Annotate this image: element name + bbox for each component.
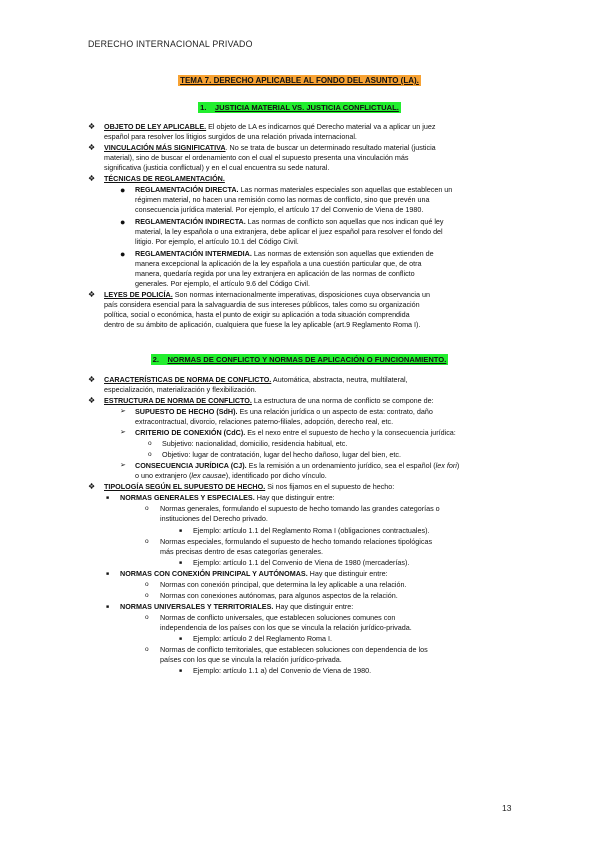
universales-example: Ejemplo: artículo 2 del Reglamento Roma I.	[193, 634, 333, 643]
filled-square-icon: ■	[179, 636, 183, 642]
arrowhead-bullet-icon: ➢	[120, 462, 126, 469]
filled-square-icon: ■	[179, 528, 183, 534]
indirecta-line-3: litigio. Por ejemplo, el artículo 10.1 del Código Civil.	[135, 237, 299, 246]
filled-dot-icon: ●	[120, 249, 126, 259]
section-1-heading	[0, 97, 599, 115]
tecnicas-heading: TÉCNICAS DE REGLAMENTACIÓN.	[104, 174, 225, 183]
intermedia-line-2: manera excepcional la aplicación de la ley española a una cuestión particular que, de otra	[135, 259, 422, 268]
consecuencia-line-2: o uno extranjero (lex causae), identificado por dicho vínculo.	[135, 471, 327, 480]
objeto-line-1: OBJETO DE LEY APLICABLE. El objeto de LA es indicarnos qué Derecho material va a aplicar un juez	[104, 122, 436, 131]
section-1-highlight	[198, 102, 401, 113]
universales-heading: NORMAS UNIVERSALES Y TERRITORIALES. Hay que distinguir entre:	[120, 602, 354, 611]
hollow-circle-icon: o	[145, 592, 149, 599]
estructura-line-1: ESTRUCTURA DE NORMA DE CONFLICTO. La estructura de una norma de conflicto se compone de:	[104, 396, 434, 405]
diamond-bullet-icon: ❖	[88, 396, 96, 405]
policia-line-1: LEYES DE POLICÍA. Son normas internacionalmente imperativas, disposiciones cuya observancia un	[104, 290, 430, 299]
diamond-bullet-icon: ❖	[88, 375, 96, 384]
universales-line-1: Normas de conflicto universales, que establecen soluciones comunes con	[160, 613, 396, 622]
territoriales-line-1: Normas de conflicto territoriales, que establecen soluciones con dependencia de los	[160, 645, 428, 654]
hollow-circle-icon: o	[145, 614, 149, 621]
caracteristicas-line-2: especialización, materialización y flexibilización.	[104, 385, 257, 394]
topic-title-wrap	[0, 70, 599, 88]
section-2-label: NORMAS DE CONFLICTO Y NORMAS DE APLICACIÓN O FUNCIONAMIENTO.	[167, 355, 447, 364]
indirecta-line-2: material, la ley española o una extranjera, debe aplicar el juez español para resolver el fondo del	[135, 227, 443, 236]
criterio-line-1: CRITERIO DE CONEXIÓN (CdC). Es el nexo entre el supuesto de hecho y la consecuencia jurídica:	[135, 428, 456, 437]
arrowhead-bullet-icon: ➢	[120, 408, 126, 415]
hollow-circle-icon: o	[145, 505, 149, 512]
hollow-circle-icon: o	[145, 581, 149, 588]
supuesto-line-1: SUPUESTO DE HECHO (SdH). Es una relación jurídica o un aspecto de esta: contrato, daño	[135, 407, 433, 416]
hollow-circle-icon: o	[148, 451, 152, 458]
conexion-autonomas: Normas con conexiones autónomas, para algunos aspectos de la relación.	[160, 591, 398, 600]
filled-square-icon: ■	[106, 571, 110, 577]
intermedia-line-3: manera, quedaría regida por una ley extranjera en aplicación de las normas de conflicto	[135, 269, 415, 278]
policia-line-4: dentro de su ámbito de aplicación, cualquiera que fuese la ley aplicable (art.9 Reglamento Roma I).	[104, 320, 421, 329]
universales-line-2: independencia de los países con los que se vincula la relación jurídico-privada.	[160, 623, 412, 632]
arrowhead-bullet-icon: ➢	[120, 429, 126, 436]
consecuencia-line-1: CONSECUENCIA JURÍDICA (CJ). Es la remisión a un ordenamiento jurídico, sea el español (lex fori)	[135, 461, 460, 470]
running-header: DERECHO INTERNACIONAL PRIVADO	[88, 39, 253, 49]
filled-dot-icon: ●	[120, 185, 126, 195]
especiales-line-1: Normas especiales, formulando el supuesto de hecho tomando relaciones tipológicas	[160, 537, 433, 546]
indirecta-line-1: REGLAMENTACIÓN INDIRECTA. Las normas de conflicto son aquellas que nos indican qué ley	[135, 217, 444, 226]
filled-square-icon: ■	[179, 560, 183, 566]
hollow-circle-icon: o	[148, 440, 152, 447]
generales-heading: NORMAS GENERALES Y ESPECIALES. Hay que distinguir entre:	[120, 493, 335, 502]
policia-line-2: país considera esencial para la salvaguardia de sus intereses públicos, tales como su organización	[104, 300, 420, 309]
conexion-principal: Normas con conexión principal, que determina la ley aplicable a una relación.	[160, 580, 407, 589]
section-1-label: JUSTICIA MATERIAL VS. JUSTICIA CONFLICTUAL.	[214, 103, 399, 112]
vinculacion-line-3: significativa (justicia conflictual) y en el cual encuentra su sede natural.	[104, 163, 330, 172]
generales-a-line-1: Normas generales, formulando el supuesto de hecho tomando las grandes categorías o	[160, 504, 440, 513]
supuesto-line-2: extracontractual, divorcio, relaciones paterno-filiales, adopción, derecho real, etc.	[135, 417, 394, 426]
diamond-bullet-icon: ❖	[88, 143, 96, 152]
territoriales-line-2: países con los que se vincula la relación jurídico-privada.	[160, 655, 342, 664]
hollow-circle-icon: o	[145, 646, 149, 653]
conexion-heading: NORMAS CON CONEXIÓN PRINCIPAL Y AUTÓNOMAS. Hay que distinguir entre:	[120, 569, 388, 578]
directa-line-3: consecuencia jurídica material. Por ejemplo, el artículo 17 del Convenio de Viena de 1980.	[135, 205, 424, 214]
especiales-line-2: más precisas dentro de esas categorías generales.	[160, 547, 324, 556]
vinculacion-line-2: material), sino de buscar el ordenamiento con el cual el supuesto presenta una vinculación más	[104, 153, 409, 162]
tipologia-line-1: TIPOLOGÍA SEGÚN EL SUPUESTO DE HECHO. Si nos fijamos en el supuesto de hecho:	[104, 482, 395, 491]
especiales-example: Ejemplo: artículo 1.1 del Convenio de Viena de 1980 (mercaderías).	[193, 558, 410, 567]
diamond-bullet-icon: ❖	[88, 482, 96, 491]
territoriales-example: Ejemplo: artículo 1.1 a) del Convenio de Viena de 1980.	[193, 666, 372, 675]
topic-title: TEMA 7. DERECHO APLICABLE AL FONDO DEL ASUNTO (LA).	[180, 76, 419, 85]
directa-line-2: régimen material, no hacen una remisión como las normas de conflicto, sino que prevén una	[135, 195, 430, 204]
criterio-subjetivo: Subjetivo: nacionalidad, domicilio, residencia habitual, etc.	[162, 439, 348, 448]
generales-a-example: Ejemplo: artículo 1.1 del Reglamento Roma I (obligaciones contractuales).	[193, 526, 430, 535]
vinculacion-line-1: VINCULACIÓN MÁS SIGNIFICATIVA. No se trata de buscar un determinado resultado material (justicia	[104, 143, 436, 152]
criterio-objetivo: Objetivo: lugar de contratación, lugar del hecho dañoso, lugar del bien, etc.	[162, 450, 401, 459]
directa-line-1: REGLAMENTACIÓN DIRECTA. Las normas materiales especiales son aquellas que establecen un	[135, 185, 453, 194]
intermedia-line-4: generales. Por ejemplo, el artículo 9.6 del Código Civil.	[135, 279, 310, 288]
objeto-line-2: español para resolver los litigios surgidos de una relación privada internacional.	[104, 132, 357, 141]
hollow-circle-icon: o	[145, 538, 149, 545]
section-2-highlight	[151, 354, 449, 365]
filled-square-icon: ■	[106, 495, 110, 501]
section-1-number: 1.	[200, 103, 207, 112]
filled-dot-icon: ●	[120, 217, 126, 227]
diamond-bullet-icon: ❖	[88, 290, 96, 299]
section-2-number: 2.	[152, 355, 159, 364]
intermedia-line-1: REGLAMENTACIÓN INTERMEDIA. Las normas de extensión son aquellas que extienden de	[135, 249, 434, 258]
page-number: 13	[502, 803, 512, 813]
section-2-heading	[0, 349, 599, 367]
caracteristicas-line-1: CARACTERÍSTICAS DE NORMA DE CONFLICTO. Automática, abstracta, neutra, multilateral,	[104, 375, 408, 384]
policia-line-3: política, social o económica, hasta el punto de exigir su aplicación a toda situación comprendida	[104, 310, 410, 319]
filled-square-icon: ■	[106, 604, 110, 610]
diamond-bullet-icon: ❖	[88, 122, 96, 131]
diamond-bullet-icon: ❖	[88, 174, 96, 183]
filled-square-icon: ■	[179, 668, 183, 674]
generales-a-line-2: instituciones del Derecho privado.	[160, 514, 268, 523]
